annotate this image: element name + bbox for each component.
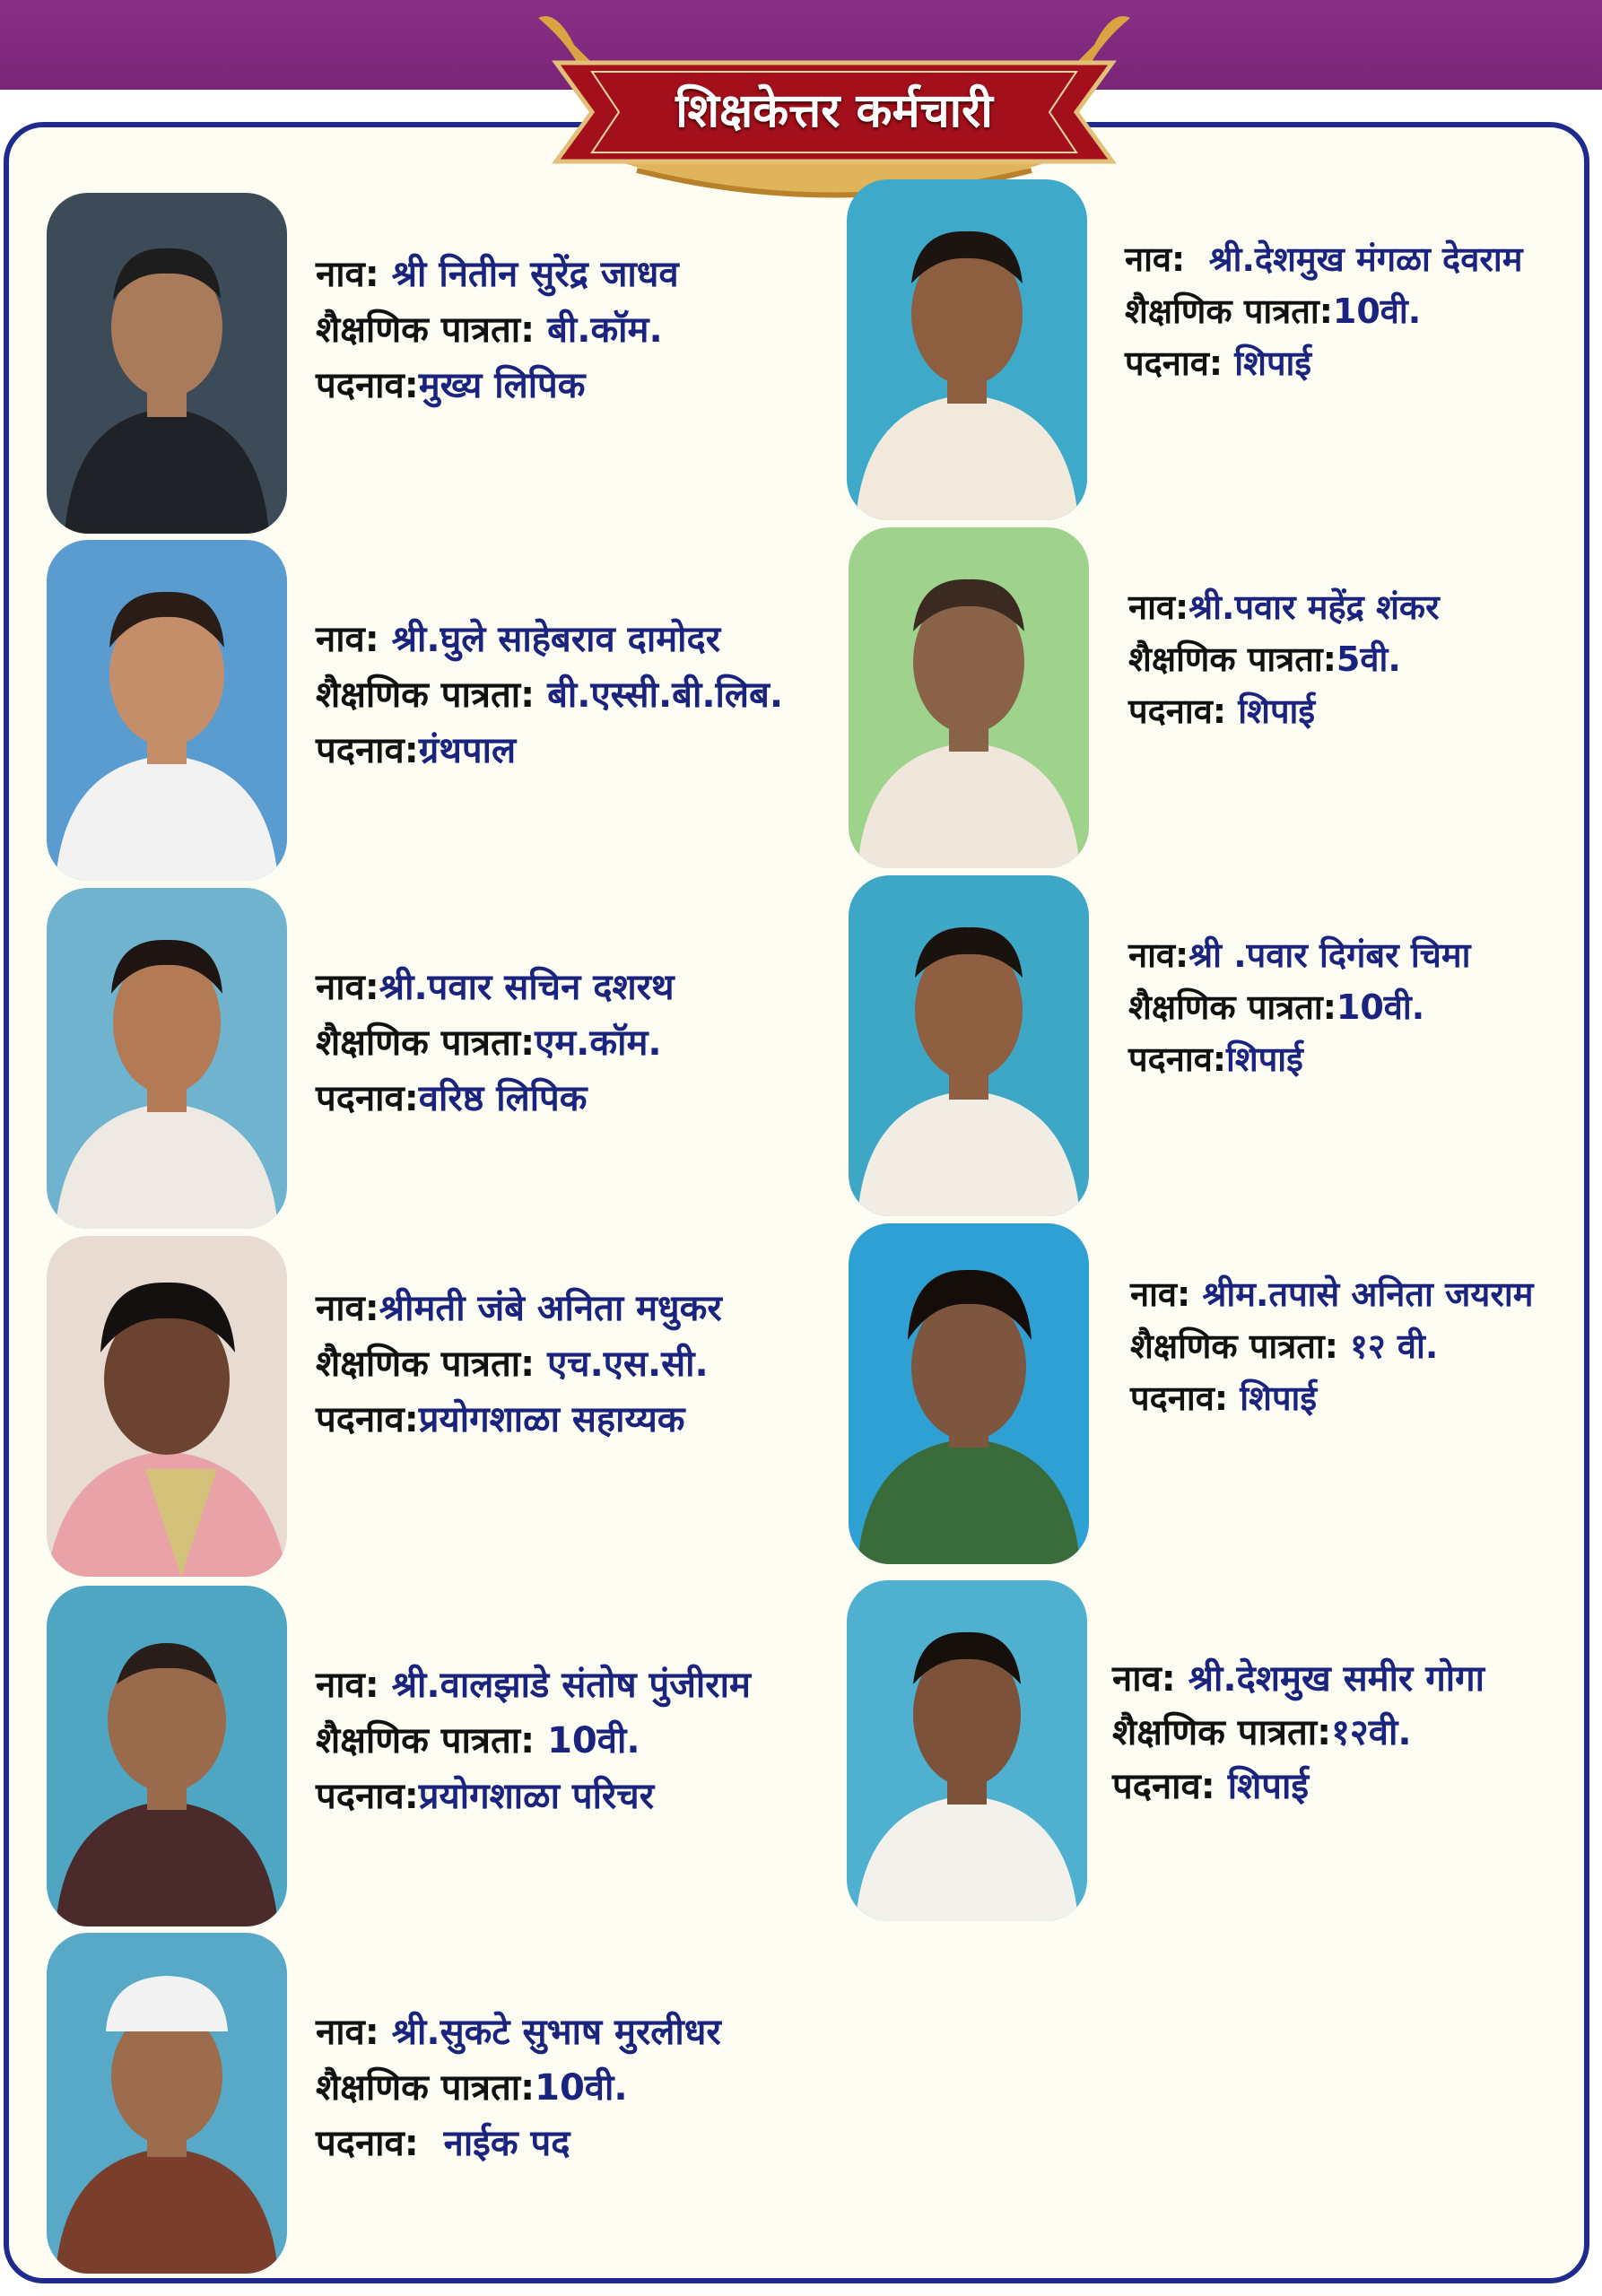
name-label: नाव: (1128, 587, 1189, 627)
designation-label: पदनाव: (316, 730, 419, 771)
page-title: शिक्षकेत्तर कर्मचारी (675, 83, 993, 138)
staff-photo (47, 193, 287, 534)
staff-name: श्री.देशमुख समीर गोगा (1188, 1658, 1484, 1700)
staff-designation: शिपाई (1240, 1378, 1318, 1418)
person-portrait-icon (847, 179, 1087, 520)
staff-name: श्री नितीन सुरेंद्र जाधव (391, 254, 679, 295)
staff-name: श्री.देशमुख मंगळा देवराम (1208, 239, 1523, 279)
staff-qualification: एम.कॉम. (535, 1022, 662, 1064)
staff-qualification: बी.एस्सी.बी.लिब. (547, 674, 784, 716)
designation-label: पदनाव: (316, 1399, 419, 1440)
staff-info (1112, 1652, 1484, 1813)
staff-designation: नाईक पद (443, 2123, 570, 2164)
person-portrait-icon (847, 1580, 1087, 1921)
staff-designation: प्रयोगशाळा सहाय्यक (418, 1399, 685, 1440)
name-label: नाव: (1112, 1658, 1176, 1700)
name-label: नाव: (1128, 935, 1189, 975)
staff-photo (47, 888, 287, 1229)
qualification-label: शैक्षणिक पात्रता: (1130, 1326, 1338, 1366)
staff-designation: शिपाई (1238, 691, 1316, 731)
designation-label: पदनाव: (316, 1078, 419, 1119)
person-portrait-icon (47, 540, 287, 881)
staff-info (316, 612, 783, 778)
person-portrait-icon (849, 1223, 1089, 1564)
staff-photo (847, 179, 1087, 520)
qualification-label: शैक्षणिक पात्रता: (1128, 639, 1336, 679)
qualification-label: शैक्षणिक पात्रता: (316, 1022, 535, 1064)
staff-name: श्री.वालझाडे संतोष पुंजीराम (391, 1665, 751, 1706)
staff-qualification: 10वी. (547, 1720, 640, 1761)
staff-info (316, 2005, 721, 2171)
person-portrait-icon (849, 875, 1089, 1216)
staff-info (316, 1281, 722, 1448)
qualification-label: शैक्षणिक पात्रता: (316, 2067, 535, 2109)
qualification-label: शैक्षणिक पात्रता: (316, 674, 535, 716)
qualification-label: शैक्षणिक पात्रता: (1125, 291, 1333, 331)
staff-photo (47, 1933, 287, 2274)
staff-designation: ग्रंथपाल (418, 730, 517, 771)
staff-designation: वरिष्ठ लिपिक (418, 1078, 588, 1119)
staff-info (1128, 581, 1440, 737)
staff-info (1130, 1268, 1533, 1424)
staff-info (316, 960, 675, 1126)
name-label: नाव: (316, 1665, 379, 1706)
staff-name: श्री.पवार सचिन दशरथ (379, 967, 675, 1008)
staff-name: श्री.घुले साहेबराव दामोदर (391, 619, 721, 660)
person-portrait-icon (47, 1586, 287, 1926)
staff-info (1125, 233, 1522, 389)
staff-photo (849, 1223, 1089, 1564)
qualification-label: शैक्षणिक पात्रता: (316, 1720, 535, 1761)
person-portrait-icon (47, 888, 287, 1229)
designation-label: पदनाव: (1128, 1039, 1227, 1079)
name-label: नाव: (316, 967, 379, 1008)
staff-designation: मुख्य लिपिक (418, 365, 586, 406)
qualification-label: शैक्षणिक पात्रता: (1112, 1712, 1332, 1753)
staff-info (316, 247, 679, 413)
staff-name: श्री.पवार महेंद्र शंकर (1188, 587, 1440, 627)
designation-label: पदनाव: (316, 365, 419, 406)
designation-label: पदनाव: (316, 2123, 419, 2164)
staff-photo (849, 875, 1089, 1216)
staff-qualification: बी.कॉम. (547, 309, 663, 351)
staff-designation: प्रयोगशाळा परिचर (418, 1776, 655, 1817)
qualification-label: शैक्षणिक पात्रता: (316, 1344, 535, 1385)
staff-designation: शिपाई (1226, 1039, 1303, 1079)
staff-qualification: १२वी. (1331, 1712, 1412, 1753)
staff-photo (47, 1586, 287, 1926)
name-label: नाव: (316, 2012, 379, 2053)
designation-label: पदनाव: (1128, 691, 1227, 731)
staff-photo (47, 540, 287, 881)
staff-qualification: 5वी. (1336, 639, 1401, 679)
name-label: नाव: (316, 1288, 379, 1329)
staff-qualification: एच.एस.सी. (547, 1344, 709, 1385)
qualification-label: शैक्षणिक पात्रता: (1128, 987, 1336, 1027)
staff-photo (847, 1580, 1087, 1921)
staff-designation: शिपाई (1234, 344, 1312, 383)
person-portrait-icon (849, 527, 1089, 868)
staff-qualification: 10वी. (535, 2067, 628, 2109)
staff-info (1128, 929, 1470, 1085)
person-portrait-icon (47, 1236, 287, 1577)
designation-label: पदनाव: (1125, 344, 1223, 383)
staff-designation: शिपाई (1227, 1766, 1309, 1807)
staff-name: श्रीम.तपासे अनिता जयराम (1202, 1274, 1534, 1314)
staff-qualification: १२ वी. (1350, 1326, 1439, 1366)
designation-label: पदनाव: (316, 1776, 419, 1817)
staff-info (316, 1657, 751, 1824)
designation-label: पदनाव: (1130, 1378, 1229, 1418)
qualification-label: शैक्षणिक पात्रता: (316, 309, 535, 351)
staff-name: श्री .पवार दिगंबर चिमा (1188, 935, 1471, 975)
person-portrait-icon (47, 193, 287, 534)
designation-label: पदनाव: (1112, 1766, 1215, 1807)
name-label: नाव: (1130, 1274, 1191, 1314)
staff-photo (47, 1236, 287, 1577)
person-portrait-icon (47, 1933, 287, 2274)
staff-qualification: 10वी. (1332, 291, 1422, 331)
staff-qualification: 10वी. (1336, 987, 1425, 1027)
name-label: नाव: (316, 254, 379, 295)
name-label: नाव: (316, 619, 379, 660)
staff-name: श्रीमती जंबे अनिता मधुकर (379, 1288, 722, 1329)
staff-name: श्री.सुकटे सुभाष मुरलीधर (391, 2012, 721, 2053)
staff-photo (849, 527, 1089, 868)
name-label: नाव: (1125, 239, 1186, 279)
